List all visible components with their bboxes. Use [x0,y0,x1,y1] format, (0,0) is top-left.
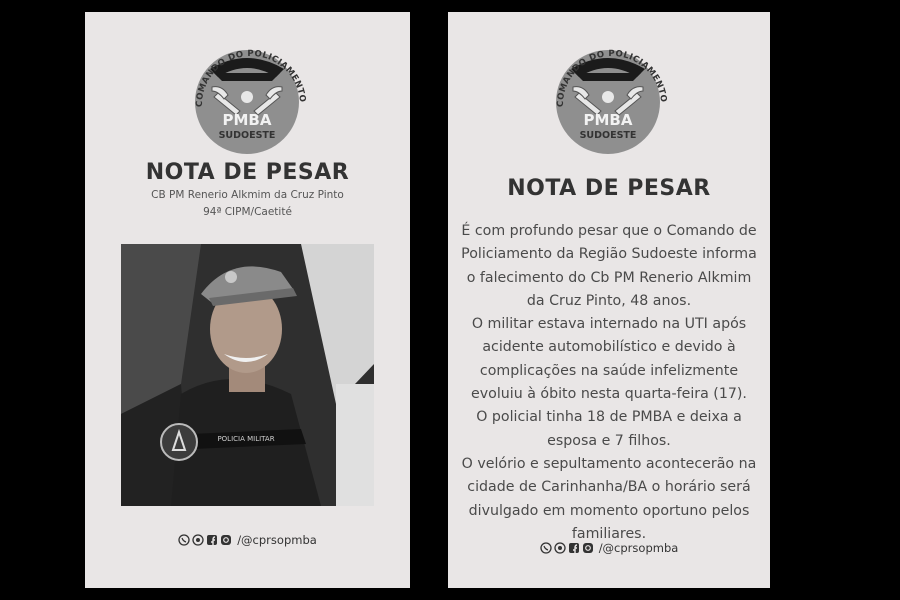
emblem-pmba-text: PMBA [222,111,272,129]
deceased-name: CB PM Renerio Alkmim da Cruz Pinto [151,189,344,201]
web-icon[interactable] [192,534,204,546]
emblem-ring-text: COMANDO DO POLICIAMENTO [194,48,308,108]
social-links [448,541,770,555]
emblem-pmba-text: PMBA [583,111,633,129]
pmba-sudoeste-emblem [543,37,673,167]
instagram-icon[interactable] [220,534,232,546]
vest-label: POLICIA MILITAR [217,435,275,443]
emblem-sudoeste-text: SUDOESTE [218,130,276,141]
title-nota-de-pesar: NOTA DE PESAR [145,160,350,185]
obituary-card-text [448,12,770,588]
social-links [85,533,410,547]
obituary-paragraph: O velório e sepultamento acontecerão na cidade de Carinhanha/BA o horário será divulgado em momento oportuno pelos familiares. [461,455,757,542]
whatsapp-icon[interactable] [178,534,190,546]
officer-photo [121,244,374,506]
emblem-ring-text: COMANDO DO POLICIAMENTO [555,48,669,108]
emblem-sudoeste-text: SUDOESTE [579,130,637,141]
whatsapp-icon[interactable] [540,542,552,554]
facebook-icon[interactable] [568,542,580,554]
facebook-icon[interactable] [206,534,218,546]
obituary-paragraph: O militar estava internado na UTI após acidente automobilístico e devido à complicações na saúde infelizmente evoluiu à óbito nesta quarta-feira (17). [471,316,747,403]
web-icon[interactable] [554,542,566,554]
obituary-card-photo [85,12,410,588]
title-nota-de-pesar: NOTA DE PESAR [507,176,711,201]
obituary-paragraph: O policial tinha 18 de PMBA e deixa a esposa e 7 filhos. [476,409,742,449]
social-handle[interactable]: /@cprsopmba [237,533,317,547]
pmba-sudoeste-emblem [182,37,312,167]
obituary-paragraph: É com profundo pesar que o Comando de Policiamento da Região Sudoeste informa o falecimento do Cb PM Renerio Alkmim da Cruz Pinto, 48 anos. [461,223,757,309]
instagram-icon[interactable] [582,542,594,554]
social-handle[interactable]: /@cprsopmba [598,541,679,555]
unit-name: 94ª CIPM/Caetité [203,206,292,218]
obituary-text [460,220,758,546]
